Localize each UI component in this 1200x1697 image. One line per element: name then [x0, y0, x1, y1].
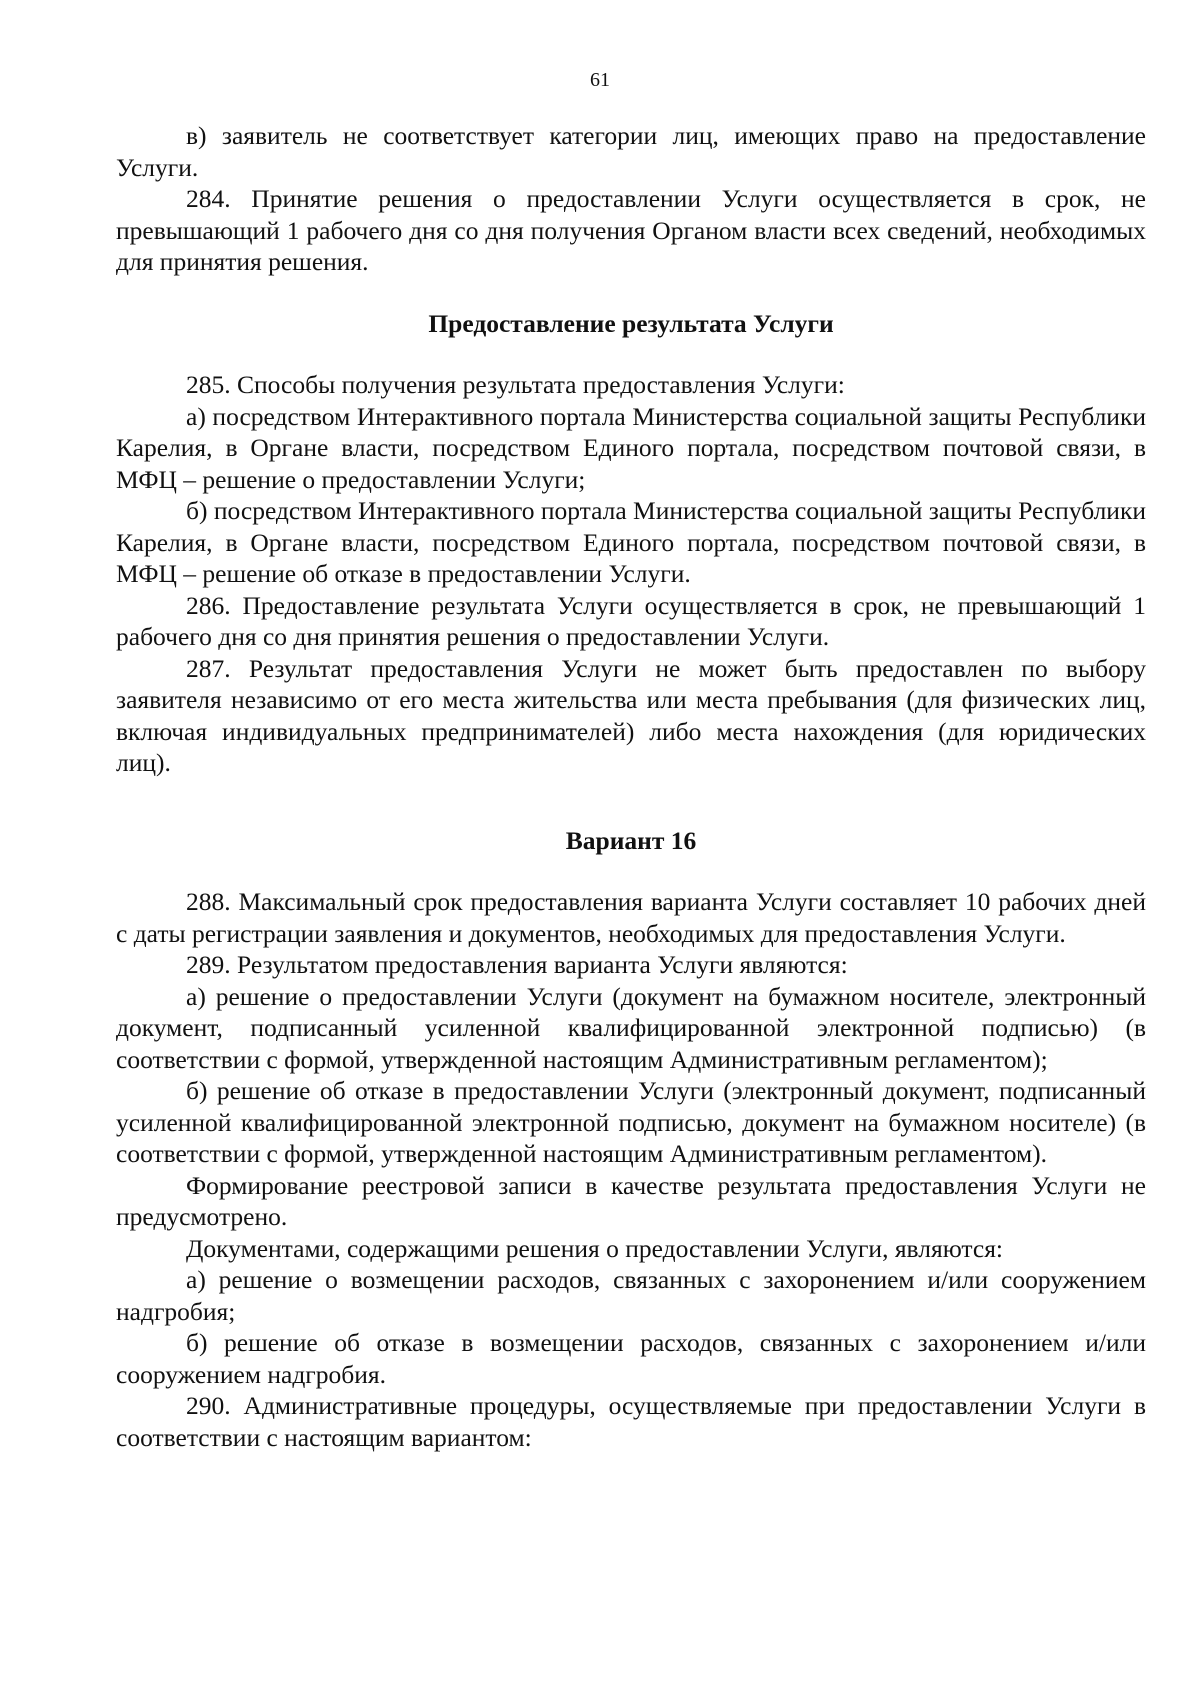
paragraph: Документами, содержащими решения о предоставлении Услуги, являются: — [186, 1233, 1004, 1263]
paragraph: Формирование реестровой записи в качестве результата предоставления Услуги не предусмотрено. — [116, 1170, 1146, 1231]
section-heading: Предоставление результата Услуги — [428, 308, 834, 338]
paragraph: а) решение о предоставлении Услуги (документ на бумажном носителе, электронный документ, подписанный усиленной квалифицированной электронной подписью) (в соответствии с формой, утвержденной настоящим Административным регламентом); — [116, 981, 1146, 1074]
page-number: 61 — [590, 69, 610, 91]
paragraph: б) решение об отказе в предоставлении Услуги (электронный документ, подписанный усиленной квалифицированной электронной подписью, документ на бумажном носителе) (в соответствии с формой, утвержденной настоящим Административным регламентом). — [116, 1076, 1146, 1168]
paragraph: б) решение об отказе в возмещении расходов, связанных с захоронением и/или сооружением надгробия. — [116, 1328, 1146, 1389]
section-heading: Вариант 16 — [565, 825, 697, 855]
paragraph: 285. Способы получения результата предоставления Услуги: — [186, 370, 845, 399]
paragraph: 287. Результат предоставления Услуги не может быть предоставлен по выбору заявителя независимо от его места жительства или места пребывания (для физических лиц, включая индивидуальных предпринимателей) либо места нахождения (для юридических лиц). — [116, 653, 1146, 777]
paragraph: а) решение о возмещении расходов, связанных с захоронением и/или сооружением надгробия; — [116, 1265, 1146, 1326]
paragraph: а) посредством Интерактивного портала Министерства социальной защиты Республики Карелия, в Органе власти, посредством Единого портала, посредством почтовой связи, в МФЦ – решение о предоставлении Услуги; — [116, 401, 1146, 494]
paragraph: в) заявитель не соответствует категории лиц, имеющих право на предоставление Услуги. — [116, 121, 1146, 182]
paragraph: 289. Результатом предоставления варианта Услуги являются: — [186, 950, 848, 979]
paragraph: 290. Административные процедуры, осуществляемые при предоставлении Услуги в соответствии с настоящим вариантом: — [116, 1391, 1146, 1452]
paragraph: б) посредством Интерактивного портала Министерства социальной защиты Республики Карелия, в Органе власти, посредством Единого портала, посредством почтовой связи, в МФЦ – решение об отказе в предоставлении Услуги. — [116, 496, 1146, 588]
paragraph: 284. Принятие решения о предоставлении Услуги осуществляется в срок, не превышающий 1 рабочего дня со дня получения Органом власти всех сведений, необходимых для принятия решения. — [116, 184, 1146, 276]
paragraph: 288. Максимальный срок предоставления варианта Услуги составляет 10 рабочих дней с даты регистрации заявления и документов, необходимых для предоставления Услуги. — [116, 887, 1146, 948]
paragraph: 286. Предоставление результата Услуги осуществляется в срок, не превышающий 1 рабочего дня со дня принятия решения о предоставлении Услуги. — [116, 590, 1146, 651]
document-body — [116, 120, 1146, 1453]
